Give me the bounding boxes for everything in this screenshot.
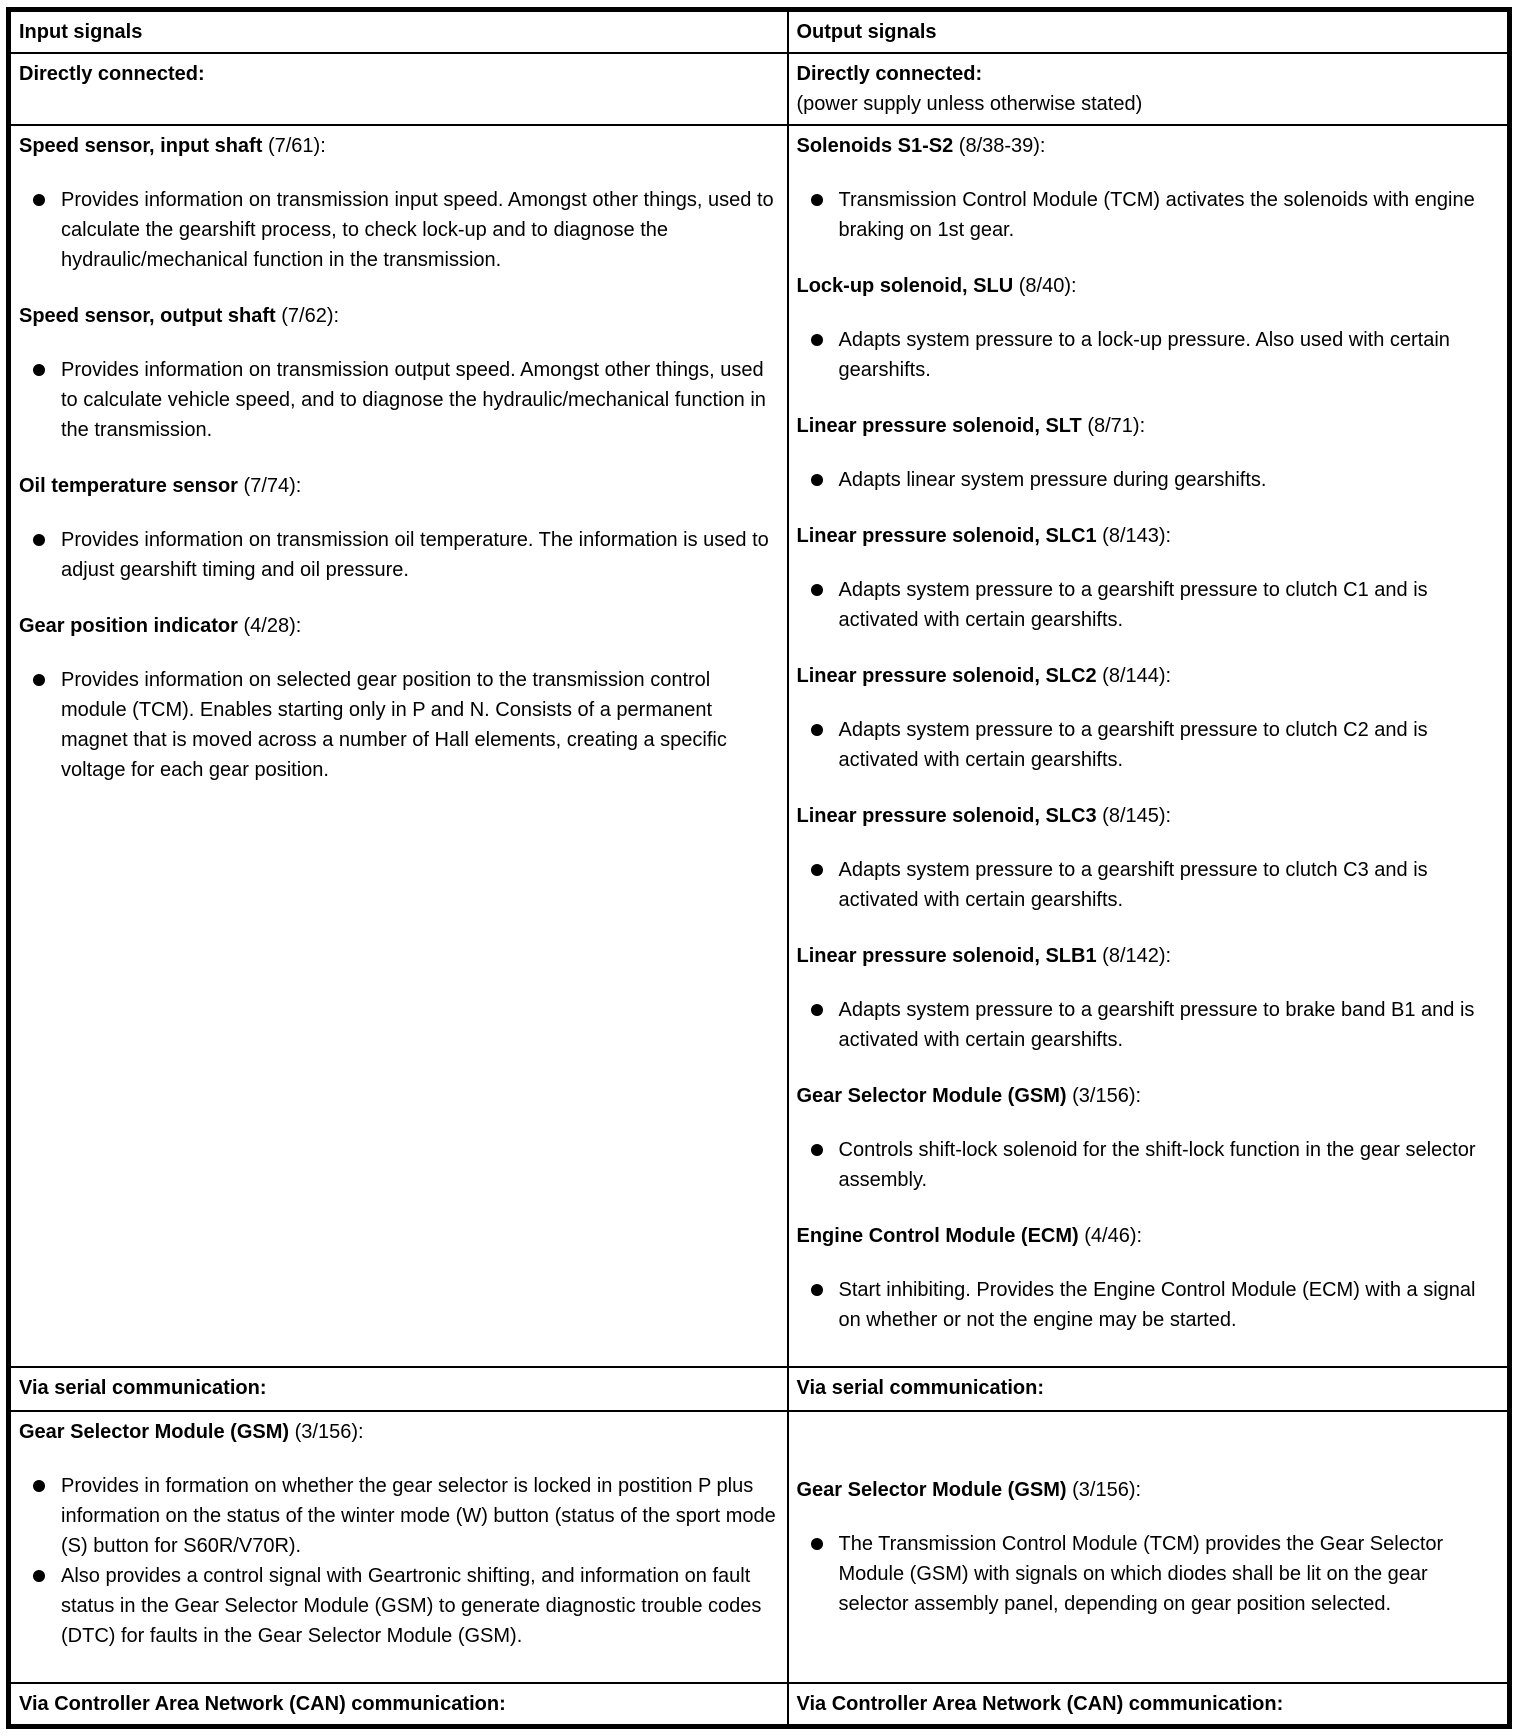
bullet-text: Controls shift-lock solenoid for the shift-lock function in the gear selector assembly. <box>838 1139 1476 1191</box>
bullet-item <box>19 185 777 275</box>
bullet-text: The Transmission Control Module (TCM) provides the Gear Selector Module (GSM) with signals on which diodes shall be lit on the gear selector assembly panel, depending on gear position selected. <box>838 1533 1444 1615</box>
section-ref: (3/156): <box>1072 1479 1142 1501</box>
signal-section <box>797 801 1498 915</box>
section-ref: (4/46): <box>1084 1225 1143 1247</box>
bullet-icon <box>811 1538 823 1550</box>
input-directly-connected-label: Directly connected: <box>19 63 205 85</box>
bullet-icon <box>811 1284 823 1296</box>
signal-section <box>19 1417 777 1651</box>
input-via-serial-label: Via serial communication: <box>19 1377 267 1399</box>
bullet-icon <box>811 864 823 876</box>
section-ref: (7/74): <box>243 475 302 497</box>
signal-section <box>797 661 1498 775</box>
section-name: Gear Selector Module (GSM) <box>796 1479 1067 1501</box>
bullet-text: Transmission Control Module (TCM) activates the solenoids with engine braking on 1st gear. <box>838 189 1475 241</box>
serial-signals-row <box>9 1411 1510 1683</box>
section-heading <box>797 271 1498 301</box>
bullet-item <box>797 995 1498 1055</box>
bullet-icon <box>33 194 45 206</box>
bullet-icon <box>811 334 823 346</box>
bullet-text: Adapts system pressure to a gearshift pressure to brake band B1 and is activated with certain gearshifts. <box>838 999 1475 1051</box>
bullet-item <box>797 325 1498 385</box>
output-signals-header <box>788 10 1510 54</box>
bullet-icon <box>811 194 823 206</box>
section-ref: (3/156): <box>294 1421 364 1443</box>
bullet-item <box>19 355 777 445</box>
output-signals-title: Output signals <box>796 21 937 43</box>
section-name: Linear pressure solenoid, SLC3 <box>796 805 1097 827</box>
signal-section <box>797 131 1498 245</box>
signal-section <box>797 271 1498 385</box>
output-serial-sections <box>797 1475 1498 1619</box>
bullet-item <box>797 575 1498 635</box>
section-name: Engine Control Module (ECM) <box>796 1225 1079 1247</box>
bullet-item <box>19 1561 777 1651</box>
bullet-icon <box>33 1480 45 1492</box>
section-name: Linear pressure solenoid, SLT <box>796 415 1082 437</box>
section-name: Lock-up solenoid, SLU <box>796 275 1014 297</box>
input-signals-title: Input signals <box>19 21 143 43</box>
bullet-item <box>19 665 777 785</box>
bullet-item <box>19 1471 777 1561</box>
section-ref: (8/142): <box>1102 945 1172 967</box>
section-heading <box>797 521 1498 551</box>
section-heading <box>797 131 1498 161</box>
header-row <box>9 10 1510 54</box>
signal-section <box>797 1475 1498 1619</box>
bullet-text: Adapts system pressure to a gearshift pressure to clutch C1 and is activated with certain gearshifts. <box>838 579 1428 631</box>
input-via-serial-cell <box>9 1367 788 1411</box>
bullet-text: Provides information on transmission input speed. Amongst other things, used to calculate the gearshift process, to check lock-up and to diagnose the hydraulic/mechanical function in the transmission. <box>61 189 774 271</box>
bullet-item <box>797 185 1498 245</box>
bullet-list <box>797 1135 1498 1195</box>
bullet-icon <box>33 364 45 376</box>
bullet-icon <box>811 474 823 486</box>
signal-section <box>797 1081 1498 1195</box>
bullet-list <box>797 715 1498 775</box>
bullet-text: Also provides a control signal with Geartronic shifting, and information on fault status in the Gear Selector Module (GSM) to generate diagnostic trouble codes (DTC) for faults in the Gear Selector Module (GSM). <box>61 1565 762 1647</box>
bullet-item <box>797 1529 1498 1619</box>
bullet-icon <box>33 1570 45 1582</box>
signal-section <box>797 1221 1498 1335</box>
bullet-icon <box>811 1144 823 1156</box>
bullet-item <box>797 1135 1498 1195</box>
signal-section <box>19 611 777 785</box>
bullet-list <box>797 995 1498 1055</box>
bullet-icon <box>33 534 45 546</box>
signal-section <box>797 411 1498 495</box>
direct-signals-row <box>9 125 1510 1367</box>
section-ref: (3/156): <box>1072 1085 1142 1107</box>
output-directly-connected-cell <box>788 53 1510 125</box>
section-ref: (7/62): <box>281 305 340 327</box>
output-via-serial-cell <box>788 1367 1510 1411</box>
output-direct-signals-cell <box>788 125 1510 1367</box>
bullet-list <box>797 575 1498 635</box>
section-ref: (8/145): <box>1102 805 1172 827</box>
section-name: Gear Selector Module (GSM) <box>796 1085 1067 1107</box>
input-serial-sections <box>19 1417 777 1651</box>
section-name: Linear pressure solenoid, SLC1 <box>796 525 1097 547</box>
signal-section <box>19 471 777 585</box>
section-name: Linear pressure solenoid, SLB1 <box>796 945 1097 967</box>
directly-connected-row <box>9 53 1510 125</box>
section-heading <box>797 411 1498 441</box>
bullet-list <box>19 665 777 785</box>
section-ref: (8/143): <box>1102 525 1172 547</box>
input-direct-sections <box>19 131 777 785</box>
section-heading <box>797 1081 1498 1111</box>
section-heading <box>19 131 777 161</box>
bullet-text: Provides information on transmission output speed. Amongst other things, used to calculate vehicle speed, and to diagnose the hydraulic/mechanical function in the transmission. <box>61 359 766 441</box>
via-serial-row <box>9 1367 1510 1411</box>
signals-table <box>6 7 1512 1729</box>
section-heading <box>19 611 777 641</box>
output-via-can-label: Via Controller Area Network (CAN) communication: <box>796 1693 1284 1715</box>
bullet-list <box>19 525 777 585</box>
section-heading <box>797 801 1498 831</box>
section-ref: (8/144): <box>1102 665 1172 687</box>
bullet-text: Provides information on transmission oil temperature. The information is used to adjust gearshift timing and oil pressure. <box>61 529 769 581</box>
section-heading <box>797 1221 1498 1251</box>
output-direct-sections <box>797 131 1498 1335</box>
power-supply-note: (power supply unless otherwise stated) <box>796 93 1143 115</box>
bullet-item <box>19 525 777 585</box>
output-directly-connected-label: Directly connected: <box>796 63 983 85</box>
input-signals-header <box>9 10 788 54</box>
input-direct-signals-cell <box>9 125 788 1367</box>
signal-section <box>19 301 777 445</box>
bullet-item <box>797 855 1498 915</box>
bullet-list <box>19 355 777 445</box>
section-ref: (8/38-39): <box>958 135 1046 157</box>
via-can-row <box>9 1683 1510 1727</box>
bullet-text: Provides in formation on whether the gear selector is locked in postition P plus information on the status of the winter mode (W) button (status of the sport mode (S) button for S60R/V70R). <box>61 1475 776 1557</box>
section-name: Oil temperature sensor <box>19 475 238 497</box>
bullet-list <box>19 1471 777 1651</box>
section-name: Gear Selector Module (GSM) <box>19 1421 290 1443</box>
section-ref: (8/71): <box>1087 415 1146 437</box>
section-ref: (7/61): <box>267 135 326 157</box>
input-directly-connected-cell <box>9 53 788 125</box>
section-name: Solenoids S1-S2 <box>796 135 954 157</box>
signal-section <box>797 941 1498 1055</box>
input-via-can-label: Via Controller Area Network (CAN) communication: <box>19 1693 506 1715</box>
section-heading <box>797 941 1498 971</box>
bullet-text: Adapts system pressure to a gearshift pressure to clutch C3 and is activated with certain gearshifts. <box>838 859 1428 911</box>
input-via-can-cell <box>9 1683 788 1727</box>
section-heading <box>797 661 1498 691</box>
bullet-list <box>797 325 1498 385</box>
bullet-list <box>19 185 777 275</box>
section-name: Gear position indicator <box>19 615 238 637</box>
bullet-list <box>797 1529 1498 1619</box>
section-heading <box>19 301 777 331</box>
bullet-text: Adapts linear system pressure during gearshifts. <box>838 469 1267 491</box>
signal-section <box>797 521 1498 635</box>
bullet-icon <box>811 584 823 596</box>
bullet-text: Adapts system pressure to a gearshift pressure to clutch C2 and is activated with certain gearshifts. <box>838 719 1428 771</box>
section-name: Linear pressure solenoid, SLC2 <box>796 665 1097 687</box>
bullet-item <box>797 715 1498 775</box>
bullet-text: Start inhibiting. Provides the Engine Control Module (ECM) with a signal on whether or not the engine may be started. <box>838 1279 1476 1331</box>
bullet-item <box>797 1275 1498 1335</box>
section-ref: (4/28): <box>243 615 302 637</box>
output-via-can-cell <box>788 1683 1510 1727</box>
bullet-icon <box>33 674 45 686</box>
section-name: Speed sensor, output shaft <box>19 305 276 327</box>
bullet-icon <box>811 724 823 736</box>
input-serial-signals-cell <box>9 1411 788 1683</box>
bullet-list <box>797 185 1498 245</box>
section-heading <box>797 1475 1498 1505</box>
output-serial-signals-cell <box>788 1411 1510 1683</box>
bullet-item <box>797 465 1498 495</box>
section-heading <box>19 471 777 501</box>
section-name: Speed sensor, input shaft <box>19 135 263 157</box>
section-ref: (8/40): <box>1018 275 1077 297</box>
signal-section <box>19 131 777 275</box>
bullet-icon <box>811 1004 823 1016</box>
section-heading <box>19 1417 777 1447</box>
bullet-list <box>797 855 1498 915</box>
bullet-text: Adapts system pressure to a lock-up pressure. Also used with certain gearshifts. <box>838 329 1450 381</box>
output-via-serial-label: Via serial communication: <box>796 1377 1044 1399</box>
bullet-list <box>797 465 1498 495</box>
bullet-list <box>797 1275 1498 1335</box>
bullet-text: Provides information on selected gear position to the transmission control module (TCM). Enables starting only in P and N. Consists of a permanent magnet that is moved across a number of Hall elements, creating a specific voltage for each gear position. <box>61 669 727 781</box>
